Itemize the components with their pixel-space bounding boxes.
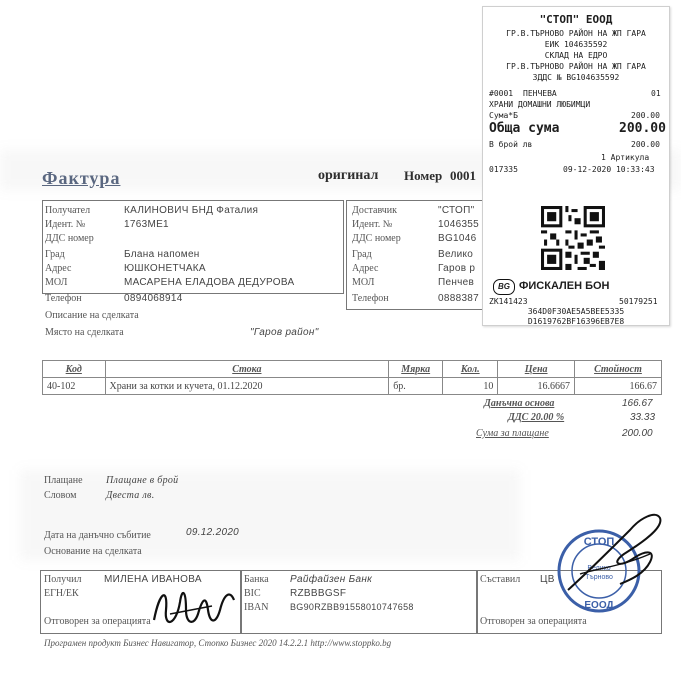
row-unit: бр.: [389, 378, 443, 395]
words-value: Двеста лв.: [106, 490, 155, 501]
tax-base-value: 166.67: [622, 398, 653, 409]
row-price: 16.6667: [498, 378, 575, 395]
device-number: ZK141423: [489, 297, 528, 306]
deal-basis-label: Основание на сделката: [44, 546, 142, 557]
supplier-id-label: Идент. №: [352, 219, 393, 230]
signature-left-drawing: [150, 580, 240, 635]
bank-name: Райфайзен Банк: [290, 574, 373, 585]
supplier-id-value: 1046355: [438, 219, 480, 230]
invoice-title: Фактура: [42, 168, 121, 188]
egn-label: ЕГН/ЕК: [44, 588, 79, 599]
program-note: Програмен продукт Бизнес Навигатор, Стопко Бизнес 2020 14.2.2.1 http://www.stoppko.bg: [44, 638, 392, 648]
fiscal-receipt-label: ФИСКАЛЕН БОН: [519, 280, 610, 292]
col-qty: Кол.: [443, 361, 498, 378]
recipient-mol-value: МАСАРЕНА ЕЛАДОВА ДЕДУРОВА: [124, 277, 295, 288]
receipt-sum-value: 200.00: [631, 111, 660, 120]
deal-description-label: Описание на сделката: [45, 310, 139, 321]
recipient-address-label: Адрес: [45, 263, 72, 274]
supplier-value: "СТОП": [438, 205, 475, 216]
recipient-phone-label: Телефон: [45, 293, 82, 304]
receiver-value: МИЛЕНА ИВАНОВА: [104, 574, 202, 585]
receipt-warehouse: СКЛАД НА ЕДРО: [544, 51, 608, 60]
composed-label: Съставил: [480, 574, 521, 585]
stamp-top-text: СТОП: [583, 536, 615, 548]
invoice-original-label: оригинал: [318, 168, 379, 183]
tax-base-label: Данъчна основа: [484, 398, 555, 409]
deal-place-label: Място на сделката: [45, 327, 124, 338]
recipient-address-value: ЮШКОНЕТЧАКА: [124, 263, 206, 274]
col-item: Стока: [105, 361, 389, 378]
recipient-value: КАЛИНОВИЧ БНД Фаталия: [124, 205, 259, 216]
responsible-right-label: Отговорен за операцията: [480, 616, 587, 627]
iban-label: IBAN: [244, 602, 269, 613]
recipient-id-label: Идент. №: [45, 219, 86, 230]
event-date-value: 09.12.2020: [186, 527, 240, 538]
receipt-total-label: Обща сума: [489, 121, 560, 136]
event-date-label: Дата на данъчно събитие: [44, 530, 151, 541]
payment-value: Плащане в брой: [106, 475, 179, 486]
receipt-address-1: ГР.В.ТЪРНОВО РАЙОН НА ЖП ГАРА: [506, 29, 646, 38]
stamp-center-line-2: Търново: [585, 574, 613, 581]
receipt-operator-no: #0001: [489, 89, 514, 98]
deal-place-value: "Гаров район": [250, 327, 319, 338]
words-label: Словом: [44, 490, 77, 501]
receipt-sum-label: Сума*Б: [489, 111, 518, 120]
recipient-label: Получател: [45, 205, 91, 216]
signature-right-drawing: [560, 510, 672, 605]
payment-label: Плащане: [44, 475, 83, 486]
recipient-city-label: Град: [45, 249, 65, 260]
fiscal-receipt: [482, 6, 670, 326]
receipt-eik: ЕИК 104635592: [544, 40, 608, 49]
receipt-number: 017335: [489, 165, 518, 174]
fiscal-bg-logo: BG: [493, 279, 515, 295]
recipient-city-value: Блана напомен: [124, 249, 200, 260]
row-qty: 10: [443, 378, 498, 395]
receipt-item: ХРАНИ ДОМАШНИ ЛЮБИМЦИ: [489, 100, 591, 109]
supplier-city-label: Град: [352, 249, 372, 260]
recipient-id-value: 1763МЕ1: [124, 219, 169, 230]
fiscal-hash-2: D1619762BF16396EB7E8: [527, 317, 625, 326]
total-value: 200.00: [622, 428, 653, 439]
supplier-address-label: Адрес: [352, 263, 379, 274]
stamp-center-line-1: Велико: [587, 565, 611, 572]
receipt-company: "СТОП" ЕООД: [539, 13, 613, 26]
col-price: Цена: [498, 361, 575, 378]
col-value: Стойност: [574, 361, 661, 378]
row-item: Храни за котки и кучета, 01.12.2020: [105, 378, 389, 395]
supplier-vat-value: BG1046: [438, 233, 477, 244]
items-table-header: [43, 361, 662, 378]
responsible-left-label: Отговорен за операцията: [44, 616, 151, 627]
composed-value: ЦВ: [540, 574, 555, 585]
receipt-cash-value: 200.00: [631, 140, 660, 149]
receipt-cash-label: В брой лв: [489, 140, 533, 149]
recipient-phone-value: 0894068914: [124, 293, 183, 304]
col-code: Код: [43, 361, 106, 378]
bic-value: RZBBBGSF: [290, 588, 347, 599]
vat-value: 33.33: [630, 412, 656, 423]
iban-value: BG90RZBB91558010747658: [290, 602, 414, 612]
supplier-vat-label: ДДС номер: [352, 233, 401, 244]
bank-label: Банка: [244, 574, 269, 585]
recipient-vat-label: ДДС номер: [45, 233, 94, 244]
recipient-mol-label: МОЛ: [45, 277, 68, 288]
receipt-operator-name: ПЕНЧЕВА: [523, 89, 557, 98]
items-table: [42, 360, 662, 395]
invoice-number-value: 0001: [450, 168, 476, 183]
receipt-datetime: 09-12-2020 10:33:43: [563, 165, 655, 174]
supplier-mol-label: МОЛ: [352, 277, 375, 288]
stamp-bottom-text: ЕООД: [584, 600, 614, 611]
receipt-total-value: 200.00: [619, 121, 666, 136]
receiver-label: Получил: [44, 574, 82, 585]
row-code: 40-102: [43, 378, 106, 395]
table-row: [43, 378, 662, 395]
receipt-operator-code: 01: [651, 89, 661, 98]
supplier-label: Доставчик: [352, 205, 398, 216]
receipt-address-2: ГР.В.ТЪРНОВО РАЙОН НА ЖП ГАРА: [506, 62, 646, 71]
col-unit: Мярка: [389, 361, 443, 378]
bic-label: BIC: [244, 588, 261, 599]
invoice-number-label: Номер: [404, 168, 443, 183]
supplier-city-value: Велико: [438, 249, 474, 260]
vat-label: ДДС 20.00 %: [508, 412, 565, 423]
supplier-phone-label: Телефон: [352, 293, 389, 304]
device-number-2: 50179251: [619, 297, 658, 306]
receipt-articles: 1 Артикула: [601, 153, 650, 162]
row-value: 166.67: [574, 378, 661, 395]
receipt-vat: ЗДДС № BG104635592: [532, 73, 620, 82]
total-label: Сума за плащане: [476, 428, 549, 439]
supplier-address-value: Гаров р: [438, 263, 476, 274]
supplier-mol-value: Пенчев: [438, 277, 475, 288]
qr-code-icon: [541, 206, 605, 270]
supplier-phone-value: 0888387: [438, 293, 480, 304]
fiscal-hash-1: 364D0F30AE5A5BEE5335: [527, 307, 625, 316]
